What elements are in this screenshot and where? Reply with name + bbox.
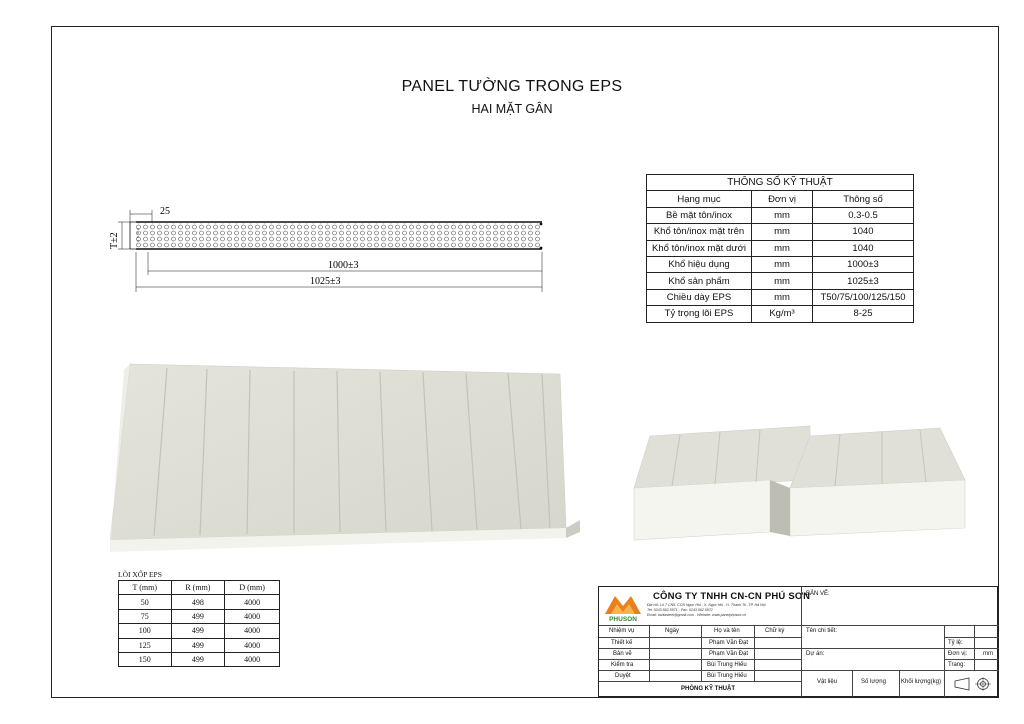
spec-cell: mm (752, 224, 813, 240)
tb-header: Chữ ký (765, 628, 785, 634)
page-subtitle: HAI MẶT GÂN (471, 102, 553, 116)
spec-cell: 8-25 (813, 306, 914, 322)
core-cell: 100 (119, 624, 172, 638)
tb-role: Duyệt (615, 673, 631, 679)
don-vi-value: mm (983, 651, 993, 657)
so-luong-label: Số lượng (861, 679, 886, 685)
spec-cell: 1000±3 (813, 256, 914, 272)
ban-ve-label: BẢN VẼ: (806, 591, 830, 597)
core-header: D (mm) (225, 581, 280, 595)
spec-cell: mm (752, 207, 813, 223)
title-block (598, 586, 998, 697)
tb-person: Phạm Văn Đạt (709, 640, 749, 646)
core-cell: 4000 (225, 595, 280, 609)
spec-cell: Khổ tôn/inox mặt trên (647, 224, 752, 240)
core-cell: 499 (171, 652, 225, 666)
spec-cell: 1040 (813, 240, 914, 256)
dim-rib-label: 25 (160, 206, 170, 217)
ten-chi-tiet-label: Tên chi tiết: (806, 628, 838, 634)
table-row (647, 240, 914, 256)
core-cell: 498 (171, 595, 225, 609)
table-row (647, 289, 914, 305)
core-cell: 499 (171, 638, 225, 652)
dim-thickness-label: T±2 (109, 232, 120, 249)
core-cell: 4000 (225, 652, 280, 666)
dim-effective-label: 1000±3 (328, 260, 359, 271)
spec-cell: mm (752, 240, 813, 256)
tb-role: Bản vẽ (613, 651, 632, 657)
company-phone: Tel: 0243.562.5971 - Fax: 0243.562.5972 (647, 608, 713, 612)
table-row (119, 609, 280, 623)
core-cell: 75 (119, 609, 172, 623)
table-row (647, 306, 914, 322)
spec-cell: T50/75/100/125/150 (813, 289, 914, 305)
table-row (647, 256, 914, 272)
company-address: Địa chỉ: Lô 7 CN5, CCN Ngọc Hồi - X. Ngọc Hồi - H. Thanh Trì -TP. Hà Nội (647, 603, 766, 607)
spec-cell: Kg/m³ (752, 306, 813, 322)
tb-header: Ngày (665, 628, 680, 634)
table-row (647, 224, 914, 240)
vat-lieu-label: Vật liệu (817, 679, 838, 685)
khoi-luong-label: Khối lượng(kg) (901, 679, 941, 685)
spec-cell: mm (752, 273, 813, 289)
spec-header: Thông số (813, 191, 914, 207)
spec-cell: Khổ sản phẩm (647, 273, 752, 289)
core-table (118, 580, 280, 667)
table-row (647, 207, 914, 223)
trang-label: Trang: (948, 662, 966, 668)
spec-cell: Khổ tôn/inox mặt dưới (647, 240, 752, 256)
spec-cell: Bề mặt tôn/inox (647, 207, 752, 223)
table-row (119, 638, 280, 652)
table-row (647, 273, 914, 289)
spec-caption: THÔNG SỐ KỸ THUẬT (647, 175, 914, 191)
core-cell: 125 (119, 638, 172, 652)
core-cell: 499 (171, 609, 225, 623)
tb-role: Thiết kế (611, 640, 633, 646)
page-title: PANEL TƯỜNG TRONG EPS (401, 78, 623, 95)
spec-cell: mm (752, 256, 813, 272)
tb-header: Họ và tên (714, 628, 740, 634)
core-header: T (mm) (119, 581, 172, 595)
table-row (119, 652, 280, 666)
table-row (119, 595, 280, 609)
spec-cell: Chiều dày EPS (647, 289, 752, 305)
core-cell: 4000 (225, 638, 280, 652)
tb-header: Nhiệm vụ (609, 628, 635, 634)
spec-cell: mm (752, 289, 813, 305)
department: PHÒNG KỸ THUẬT (681, 686, 735, 692)
core-cell: 499 (171, 624, 225, 638)
core-header: R (mm) (171, 581, 225, 595)
spec-cell: Tỷ trọng lõi EPS (647, 306, 752, 322)
core-cell: 4000 (225, 609, 280, 623)
core-cell: 50 (119, 595, 172, 609)
tb-person: Bùi Trung Hiếu (707, 673, 747, 679)
core-cell: 150 (119, 652, 172, 666)
tb-person: Bùi Trung Hiếu (707, 662, 747, 668)
tb-person: Phạm Văn Đạt (709, 651, 749, 657)
spec-cell: 1040 (813, 224, 914, 240)
spec-table (646, 174, 914, 323)
spec-cell: 1025±3 (813, 273, 914, 289)
du-an-label: Dự án: (806, 651, 825, 657)
spec-header: Đơn vị (752, 191, 813, 207)
logo-text: PHUSON (609, 616, 637, 622)
don-vi-label: Đơn vị: (948, 651, 968, 657)
core-cell: 4000 (225, 624, 280, 638)
core-table-caption: LÕI XỐP EPS (118, 570, 162, 579)
table-row (119, 624, 280, 638)
projection-symbol-icon (953, 677, 993, 691)
spec-cell: Khổ hiệu dụng (647, 256, 752, 272)
dim-total-label: 1025±3 (310, 276, 341, 287)
company-name: CÔNG TY TNHH CN-CN PHÚ SƠN (653, 591, 811, 602)
panel-render-joint (620, 420, 990, 550)
ty-le-label: Tỷ lệ: (948, 640, 963, 646)
panel-render-large (110, 360, 590, 555)
spec-header: Hạng mục (647, 191, 752, 207)
spec-cell: 0.3-0.5 (813, 207, 914, 223)
section-drawing (100, 200, 560, 300)
company-email: Email: lavitasteel@gmail.com - Website: www.panelphuson.vn (647, 613, 747, 617)
tb-role: Kiểm tra (611, 662, 634, 668)
company-logo (605, 592, 641, 622)
